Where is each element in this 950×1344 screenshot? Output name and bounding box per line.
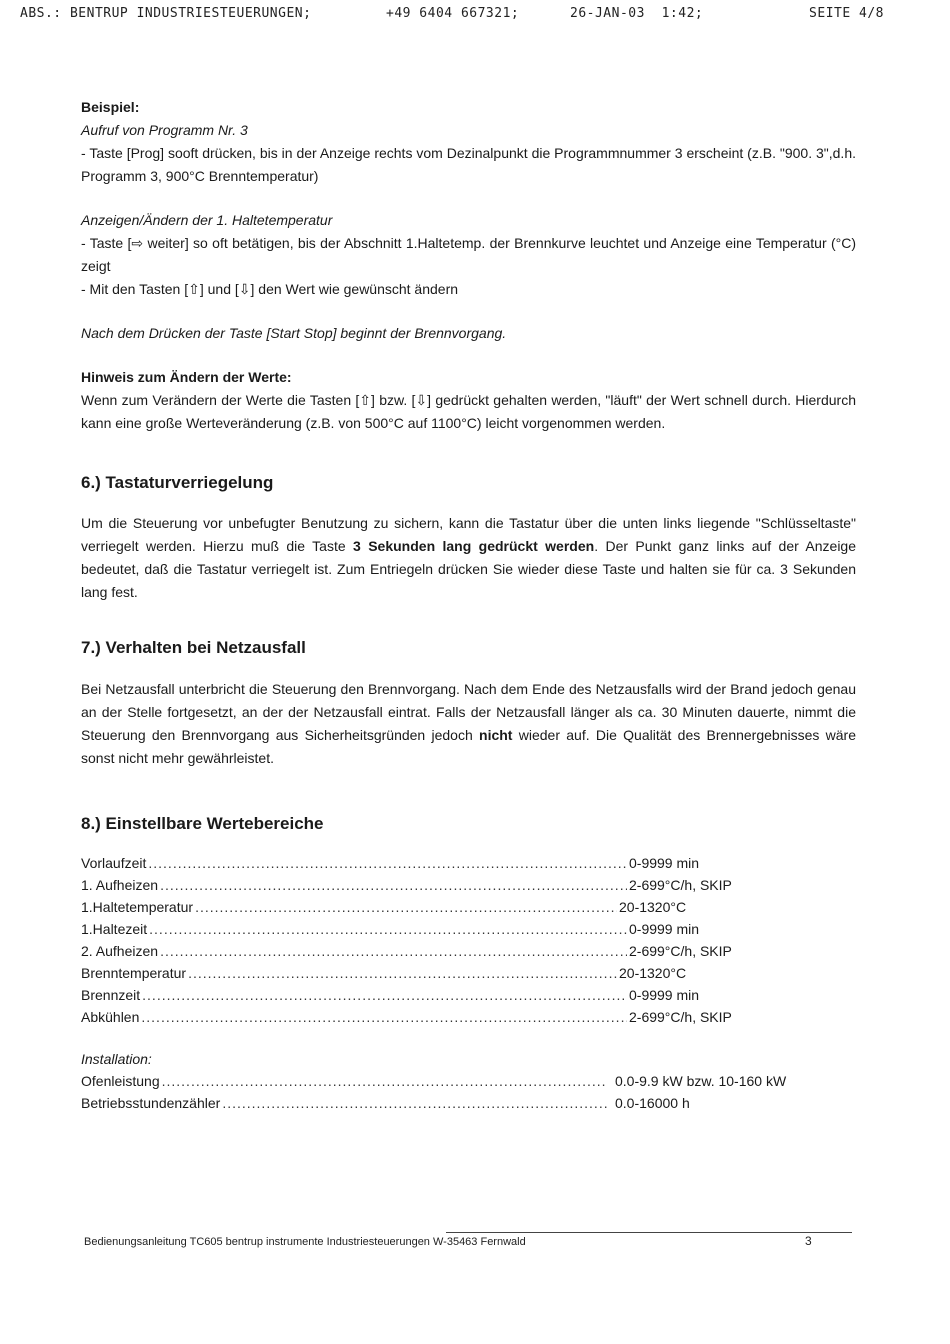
range-label: Ofenleistung (81, 1073, 160, 1089)
range-label: Vorlaufzeit (81, 855, 147, 871)
section-7-title: 7.) Verhalten bei Netzausfall (81, 638, 306, 657)
section-7-text (81, 678, 856, 770)
section-7-text-bold: nicht (479, 727, 513, 743)
range-label: Brenntemperatur (81, 965, 187, 981)
range-row (81, 852, 741, 874)
range-value: 20-1320°C (619, 965, 687, 981)
range-row (81, 962, 741, 984)
range-row (81, 918, 741, 940)
section-6-text-a: Um die Steuerung vor unbefugter Benutzung zu sichern, kann die Tastatur über die unten links liegende "Schlüsseltaste" verriegelt werden. Hierzu muß die Taste (81, 515, 856, 554)
range-value: 2-699°C/h, SKIP (629, 943, 732, 959)
fax-date-time: 26-JAN-03 1:42; (570, 6, 704, 21)
section-7-text-a: Bei Netzausfall unterbricht die Steuerung den Brennvorgang. Nach dem Ende des Netzausfalls wird der Brand jedoch genau an der Stelle fortgesetzt, an der der Netzausfall eintrat. Falls der Netzausfall länger als ca. 30 Minuten dauerte, nimmt die Steuerung den Brennvorgang aus Sicherheitsgründen jedoch (81, 681, 856, 743)
range-row (81, 984, 741, 1006)
section-8-title: 8.) Einstellbare Wertebereiche (81, 814, 324, 833)
range-label: Brennzeit (81, 987, 141, 1003)
range-label: 1.Haltetemperatur (81, 899, 194, 915)
hint-text: Wenn zum Verändern der Werte die Tasten [⇧] bzw. [⇩] gedrückt gehalten werden, "läuft" der Wert schnell durch. Hierdurch kann eine große Werteveränderung (z.B. von 500°C auf 1100°C) leicht vorgenommen werden. (81, 392, 856, 431)
section-6-text-b: . Der Punkt ganz links auf der Anzeige bedeutet, daß die Tastatur verriegelt ist. Zum Entriegeln drücken Sie wieder diese Taste und halten sie für ca. 3 Sekunden lang fest. (81, 538, 856, 600)
example-text-1: - Taste [Prog] sooft drücken, bis in der Anzeige rechts vom Dezinalpunkt die Programmnummer 3 erscheint (z.B. "900. 3",d.h. Programm 3, 900°C Brenntemperatur) (81, 145, 856, 184)
range-row (81, 940, 741, 962)
fax-page: SEITE 4/8 (809, 6, 884, 21)
range-label: Betriebsstundenzähler (81, 1095, 221, 1111)
example-subheading-1: Aufruf von Programm Nr. 3 (81, 122, 248, 138)
range-label: Abkühlen (81, 1009, 140, 1025)
example-subheading-2: Anzeigen/Ändern der 1. Haltetemperatur (81, 212, 333, 228)
value-range-table (81, 852, 787, 1114)
range-label: 1. Aufheizen (81, 877, 159, 893)
fax-sender: ABS.: BENTRUP INDUSTRIESTEUERUNGEN; (20, 6, 312, 21)
range-row (81, 896, 741, 918)
document-body (81, 96, 856, 1114)
example-note: Nach dem Drücken der Taste [Start Stop] beginnt der Brennvorgang. (81, 325, 507, 341)
installation-row (81, 1092, 741, 1114)
footer-text: Bedienungsanleitung TC605 bentrup instrumente Industriesteuerungen W-35463 Fernwald (84, 1236, 526, 1248)
range-row (81, 1006, 741, 1028)
range-value: 0-9999 min (629, 921, 700, 937)
range-row (81, 874, 741, 896)
range-label: 1.Haltezeit (81, 921, 148, 937)
range-value: 0-9999 min (629, 855, 700, 871)
section-6-text-bold: 3 Sekunden lang gedrückt werden (353, 538, 595, 554)
hint-heading: Hinweis zum Ändern der Werte: (81, 369, 292, 385)
example-text-3: - Mit den Tasten [⇧] und [⇩] den Wert wie gewünscht ändern (81, 281, 459, 297)
example-heading: Beispiel: (81, 99, 140, 115)
section-6-text (81, 512, 856, 604)
range-value: 20-1320°C (619, 899, 687, 915)
installation-row (81, 1070, 787, 1092)
range-label: 2. Aufheizen (81, 943, 159, 959)
range-value: 0.0-16000 h (615, 1095, 690, 1111)
example-text-2: - Taste [⇨ weiter] so oft betätigen, bis der Abschnitt 1.Haltetemp. der Brennkurve leuchtet und Anzeige eine Temperatur (°C) zeigt (81, 235, 856, 274)
section-7-text-b: wieder auf. Die Qualität des Brennergebnisses wäre sonst nicht mehr gewährleistet. (81, 727, 856, 766)
section-6-title: 6.) Tastaturverriegelung (81, 473, 274, 492)
fax-header (20, 6, 884, 24)
range-value: 2-699°C/h, SKIP (629, 877, 732, 893)
fax-phone: +49 6404 667321; (386, 6, 520, 21)
installation-heading: Installation: (81, 1051, 152, 1067)
range-value: 0-9999 min (629, 987, 700, 1003)
footer-rule (446, 1232, 852, 1233)
range-value: 2-699°C/h, SKIP (629, 1009, 732, 1025)
page-number: 3 (805, 1234, 812, 1248)
range-value: 0.0-9.9 kW bzw. 10-160 kW (615, 1073, 787, 1089)
